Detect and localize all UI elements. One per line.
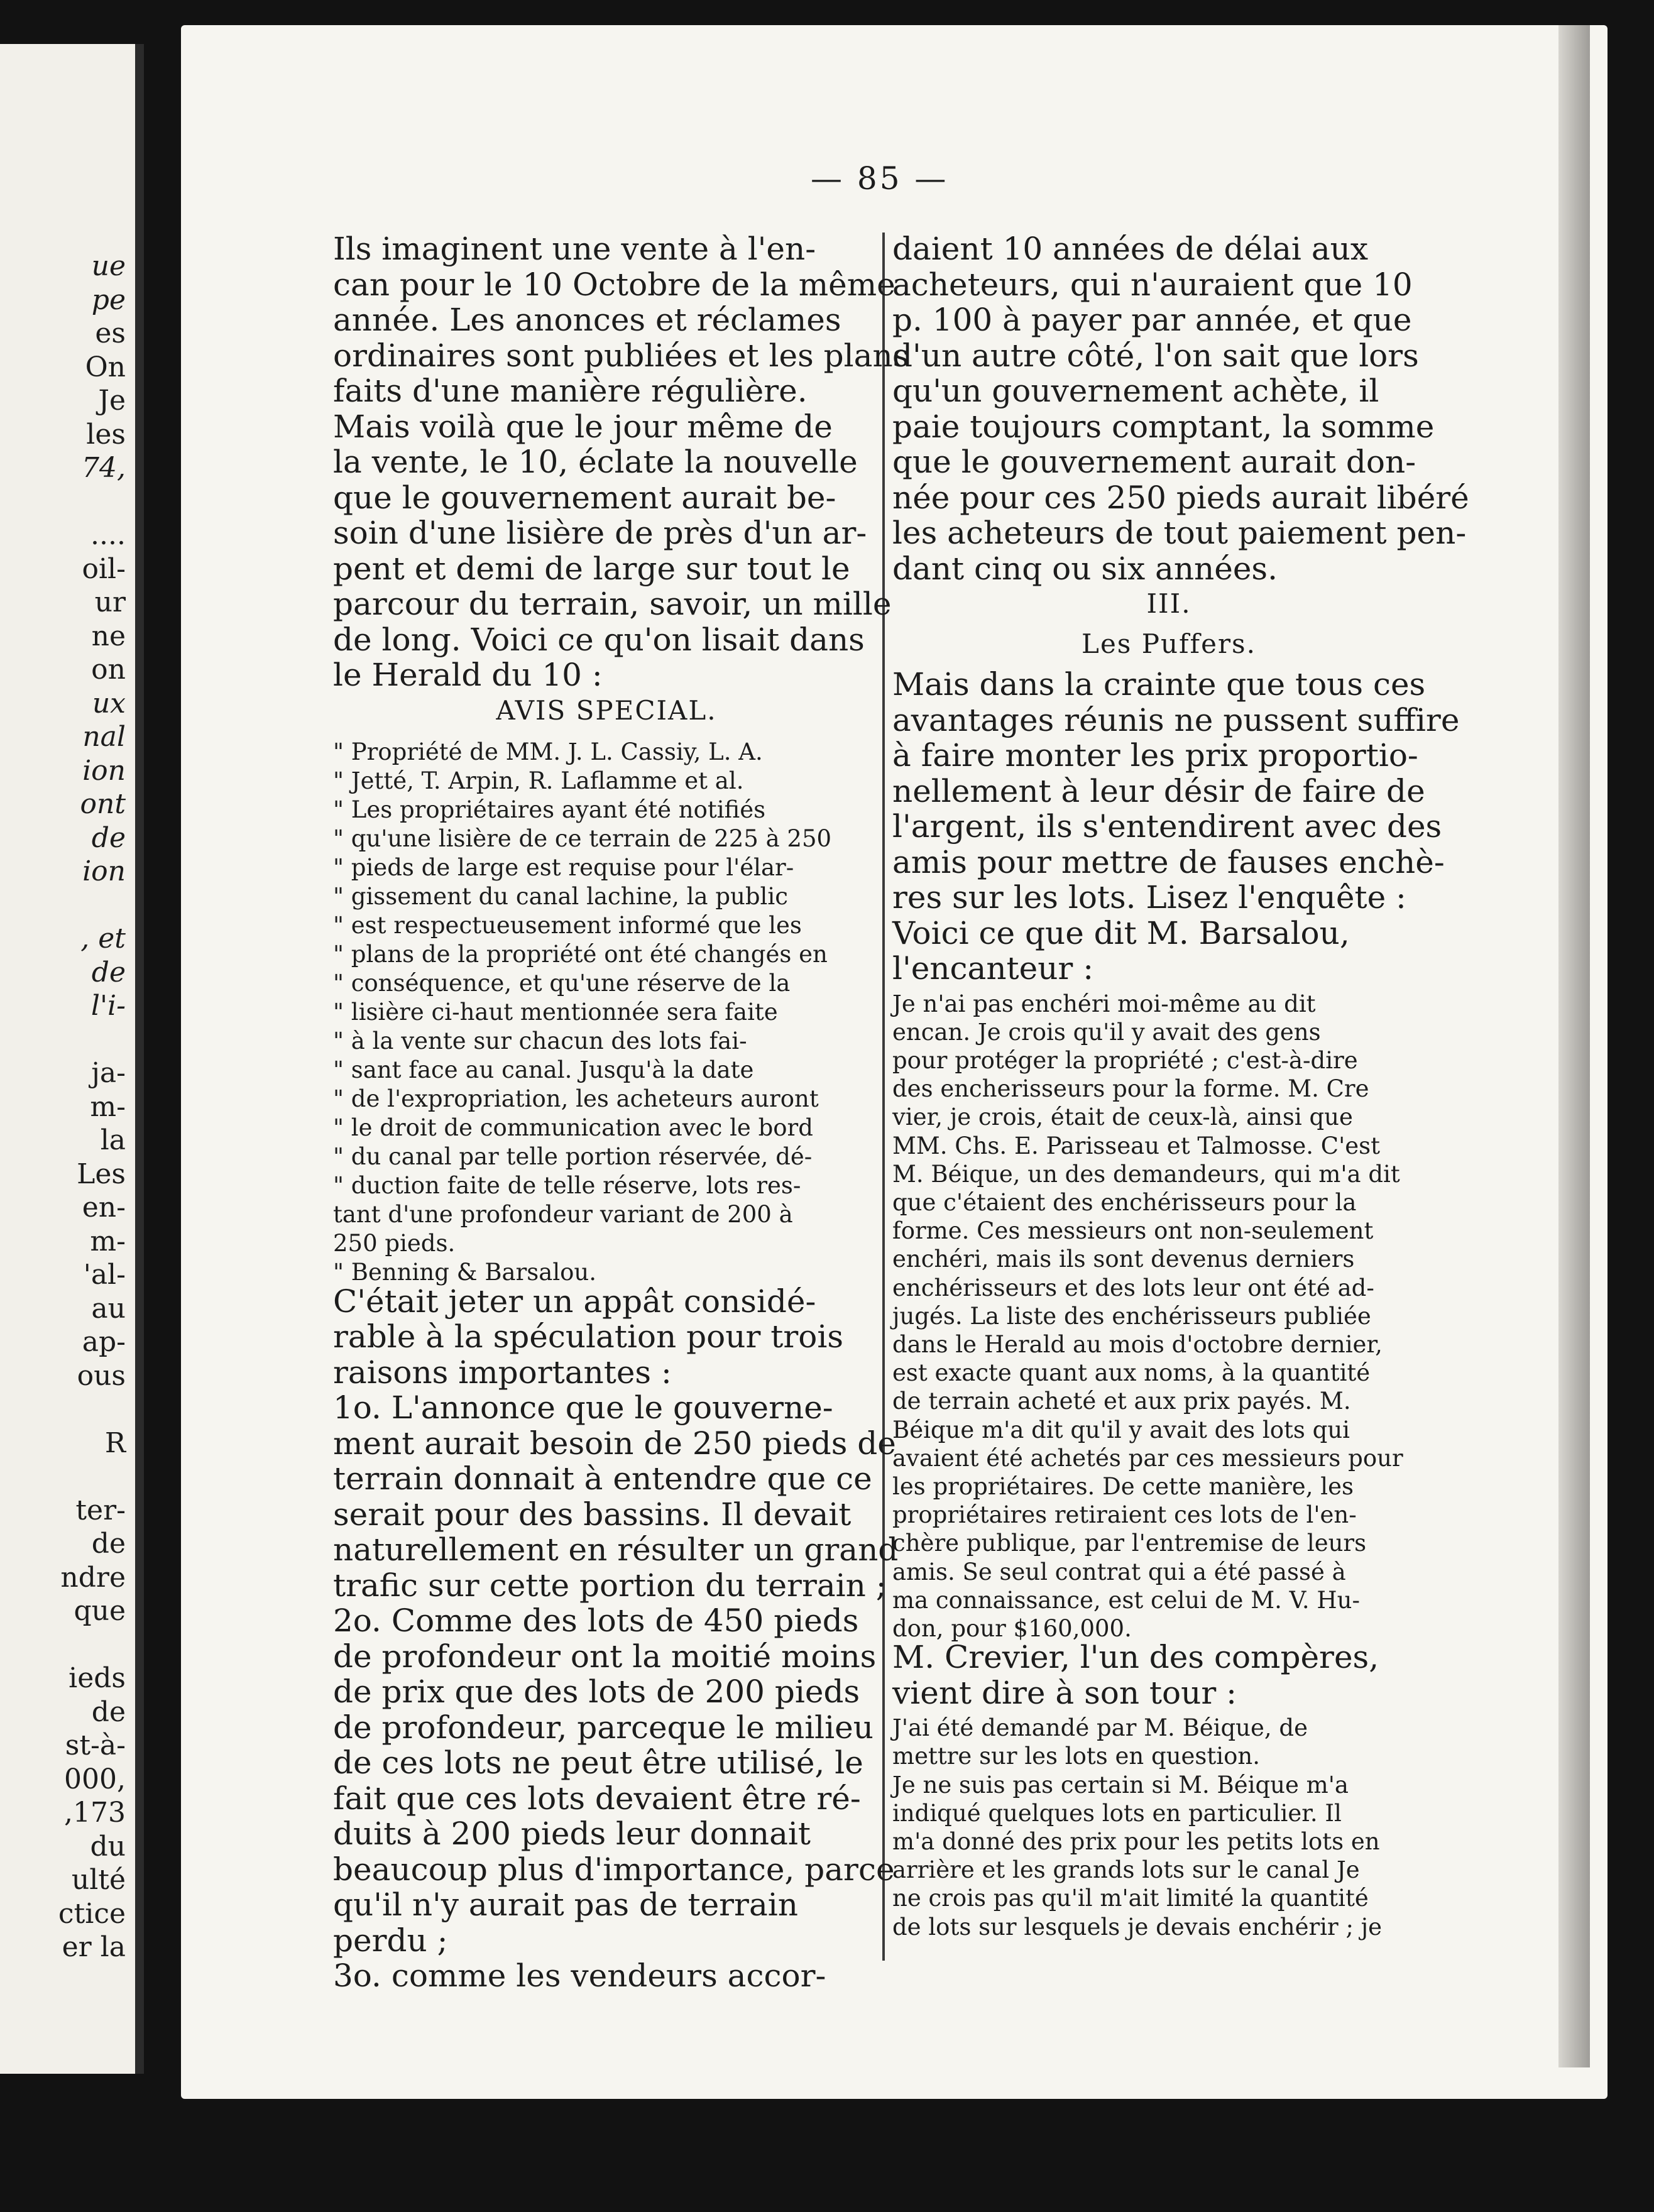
right-column-line: res sur les lots. Lisez l'enquête :: [892, 879, 1406, 916]
left-column-line: can pour le 10 Octobre de la même: [333, 266, 895, 303]
left-column-line: de ces lots ne peut être utilisé, le: [333, 1744, 863, 1781]
left-column-line: de long. Voici ce qu'on lisait dans: [333, 621, 865, 658]
left-page-fragment: ja-: [91, 1057, 126, 1089]
left-column-line: Ils imaginent une vente à l'en-: [333, 231, 816, 267]
left-page-fragment: ulté: [71, 1864, 126, 1896]
right-column-line: amis. Se seul contrat qui a été passé à: [892, 1558, 1346, 1585]
right-column-line: don, pour $160,000.: [892, 1614, 1132, 1642]
right-column-line: Les Puffers.: [1082, 628, 1256, 659]
left-page-fragment: ion: [82, 754, 126, 787]
right-column-line: jugés. La liste des enchérisseurs publiée: [892, 1302, 1371, 1330]
left-page-fragment: de: [91, 821, 126, 854]
right-column-line: m'a donné des prix pour les petits lots en: [892, 1827, 1380, 1855]
left-column-line: ment aurait besoin de 250 pieds de: [333, 1425, 896, 1462]
page-number: — 85 —: [811, 160, 949, 197]
left-column-line: 250 pieds.: [333, 1229, 456, 1257]
left-page-fragment: ous: [77, 1359, 126, 1392]
right-column-line: de terrain acheté et aux prix payés. M.: [892, 1388, 1351, 1415]
left-page-fragment: er la: [62, 1931, 126, 1963]
left-column-line: " conséquence, et qu'une réserve de la: [333, 969, 791, 997]
left-column-line: " du canal par telle portion réservée, dé-: [333, 1142, 813, 1170]
left-page-fragment: ne: [91, 620, 126, 652]
right-column-line: de lots sur lesquels je devais enchérir ; je: [892, 1913, 1383, 1941]
left-column-line: serait pour des bassins. Il devait: [333, 1496, 852, 1533]
right-column-line: nellement à leur désir de faire de: [892, 772, 1425, 809]
left-column-line: 2o. Comme des lots de 450 pieds: [333, 1602, 859, 1639]
left-column-line: " de l'expropriation, les acheteurs auront: [333, 1085, 819, 1112]
left-column-line: ordinaires sont publiées et les plans: [333, 337, 909, 374]
left-page-fragment: , et: [80, 923, 126, 955]
left-column-line: parcour du terrain, savoir, un mille: [333, 586, 892, 622]
right-column-line: vier, je crois, était de ceux-là, ainsi que: [892, 1103, 1353, 1131]
left-column-line: " Les propriétaires ayant été notifiés: [333, 796, 766, 823]
left-column-line: " Jetté, T. Arpin, R. Laflamme et al.: [333, 767, 744, 794]
left-column-line: trafic sur cette portion du terrain ;: [333, 1567, 887, 1604]
left-page-fragment: st-à-: [65, 1729, 126, 1761]
right-column-line: M. Crevier, l'un des compères,: [892, 1639, 1379, 1676]
left-page-fragment: ue: [91, 250, 126, 282]
left-page-fragment: ,173: [64, 1797, 126, 1829]
right-column-line: indiqué quelques lots en particulier. Il: [892, 1799, 1342, 1827]
right-column-line: Voici ce que dit M. Barsalou,: [892, 914, 1350, 951]
left-column-line: naturellement en résulter un grand: [333, 1531, 899, 1568]
right-column-line: que c'étaient des enchérisseurs pour la: [892, 1188, 1357, 1216]
left-column-line: soin d'une lisière de près d'un ar-: [333, 515, 867, 551]
right-column-line: les acheteurs de tout paiement pen-: [892, 515, 1467, 551]
left-column-line: " plans de la propriété ont été changés en: [333, 940, 828, 968]
left-column-line: de prix que des lots de 200 pieds: [333, 1673, 860, 1710]
left-page-fragment: R: [104, 1426, 126, 1459]
left-column-line: raisons importantes :: [333, 1354, 672, 1391]
right-column-line: J'ai été demandé par M. Béique, de: [892, 1714, 1308, 1742]
right-column-line: pour protéger la propriété ; c'est-à-dire: [892, 1046, 1358, 1074]
left-column-line: C'était jeter un appât considé-: [333, 1283, 816, 1320]
right-column-line: dans le Herald au mois d'octobre dernier,: [892, 1330, 1383, 1358]
right-column-line: que le gouvernement aurait don-: [892, 444, 1416, 480]
left-page-fragment: ter-: [75, 1494, 126, 1526]
left-column-line: " lisière ci-haut mentionnée sera faite: [333, 998, 778, 1026]
left-page-fragment: oil-: [82, 552, 126, 585]
left-page-fragment: ctice: [58, 1897, 126, 1930]
left-column-line: 1o. L'annonce que le gouverne-: [333, 1389, 833, 1426]
left-column-line: terrain donnait à entendre que ce: [333, 1460, 872, 1497]
left-page-fragment: en-: [82, 1191, 126, 1224]
left-page-fragment: nal: [82, 721, 126, 753]
right-column-line: avantages réunis ne pussent suffire: [892, 701, 1460, 738]
left-page-fragment: 'al-: [83, 1259, 126, 1291]
right-column-line: ma connaissance, est celui de M. V. Hu-: [892, 1586, 1360, 1614]
left-column-line: Mais voilà que le jour même de: [333, 408, 833, 445]
right-column-line: mettre sur les lots en question.: [892, 1743, 1260, 1770]
left-page-fragment: ux: [92, 687, 126, 720]
right-column-line: daient 10 années de délai aux: [892, 231, 1369, 267]
left-column-line: beaucoup plus d'importance, parce: [333, 1851, 895, 1888]
left-page-fragment: ....: [90, 519, 126, 551]
right-column-line: chère publique, par l'entremise de leurs: [892, 1530, 1367, 1557]
right-column-line: acheteurs, qui n'auraient que 10: [892, 266, 1413, 303]
left-page-fragment: les: [86, 418, 126, 451]
left-column-line: fait que ces lots devaient être ré-: [333, 1780, 861, 1817]
right-column-line: des encherisseurs pour la forme. M. Cre: [892, 1075, 1369, 1103]
page-edge-shadow: [1558, 25, 1590, 2067]
left-page-fragment: 000,: [64, 1763, 126, 1795]
left-page-fragment: Je: [98, 385, 126, 417]
left-column-line: année. Les anonces et réclames: [333, 302, 841, 338]
right-column-line: amis pour mettre de fauses enchè-: [892, 843, 1445, 880]
left-page-fragment: m-: [90, 1225, 126, 1257]
left-page-fragment: m-: [90, 1090, 126, 1123]
right-column-line: avaient été achetés par ces messieurs pour: [892, 1444, 1403, 1472]
right-column-line: propriétaires retiraient ces lots de l'en-: [892, 1501, 1357, 1529]
left-column-line: de profondeur ont la moitié moins: [333, 1638, 877, 1675]
left-page-fragment: On: [85, 351, 126, 383]
left-column-line: qu'il n'y aurait pas de terrain: [333, 1886, 798, 1923]
left-page-fragment: de: [91, 1695, 126, 1728]
left-column-line: tant d'une profondeur variant de 200 à: [333, 1200, 793, 1228]
right-column-line: forme. Ces messieurs ont non-seulement: [892, 1217, 1374, 1245]
right-column-line: MM. Chs. E. Parisseau et Talmosse. C'est: [892, 1132, 1381, 1159]
left-page-fragment: la: [100, 1124, 126, 1156]
right-column-line: paie toujours comptant, la somme: [892, 408, 1435, 445]
left-column-line: " est respectueusement informé que les: [333, 911, 802, 939]
left-column-line: " qu'une lisière de ce terrain de 225 à 250: [333, 824, 832, 852]
left-column-line: que le gouvernement aurait be-: [333, 479, 836, 516]
left-page-fragment: l'i-: [90, 990, 126, 1022]
right-column-line: enchérisseurs et des lots leur ont été ad-: [892, 1274, 1374, 1301]
right-column-line: Je n'ai pas enchéri moi-même au dit: [892, 990, 1316, 1017]
left-page-fragment: es: [95, 317, 126, 349]
previous-page-strip: [0, 44, 144, 2074]
right-column-line: enchéri, mais ils sont devenus derniers: [892, 1246, 1355, 1273]
left-column-line: pent et demi de large sur tout le: [333, 550, 850, 587]
left-column-line: AVIS SPECIAL.: [496, 694, 717, 726]
right-column-line: est exacte quant aux noms, à la quantité: [892, 1359, 1371, 1387]
left-page-fragment: ap-: [82, 1326, 126, 1358]
right-column-line: les propriétaires. De cette manière, les: [892, 1472, 1354, 1500]
left-page-fragment: ion: [82, 855, 126, 887]
left-column-line: " Benning & Barsalou.: [333, 1258, 597, 1286]
right-column-line: Béique m'a dit qu'il y avait des lots qui: [892, 1416, 1350, 1443]
left-page-fragment: on: [91, 654, 126, 686]
left-column-line: " à la vente sur chacun des lots fai-: [333, 1027, 747, 1054]
left-column-line: " pieds de large est requise pour l'élar-: [333, 853, 794, 881]
left-column-line: faits d'une manière régulière.: [333, 373, 808, 409]
left-column-line: " gissement du canal lachine, la public: [333, 882, 788, 910]
left-page-fragment: de: [91, 1528, 126, 1560]
right-column-line: M. Béique, un des demandeurs, qui m'a dit: [892, 1160, 1400, 1188]
left-page-fragment: 74,: [82, 452, 126, 484]
right-column-line: dant cinq ou six années.: [892, 550, 1278, 587]
left-column-line: duits à 200 pieds leur donnait: [333, 1815, 811, 1852]
left-page-fragment: ndre: [60, 1561, 126, 1594]
left-column-line: le Herald du 10 :: [333, 657, 603, 693]
right-column-line: à faire monter les prix proportio-: [892, 737, 1418, 774]
left-page-fragment: ur: [94, 586, 126, 618]
left-column-line: " duction faite de telle réserve, lots res-: [333, 1171, 801, 1199]
left-page-fragment: au: [91, 1292, 126, 1325]
left-column-line: 3o. comme les vendeurs accor-: [333, 1957, 826, 1994]
left-column-line: de profondeur, parceque le milieu: [333, 1709, 874, 1746]
right-column-line: encan. Je crois qu'il y avait des gens: [892, 1018, 1321, 1046]
right-column-line: arrière et les grands lots sur le canal Je: [892, 1856, 1360, 1884]
left-column-line: " Propriété de MM. J. L. Cassiy, L. A.: [333, 738, 763, 765]
left-page-fragment: pe: [91, 283, 126, 316]
right-column-line: l'argent, ils s'entendirent avec des: [892, 808, 1442, 845]
right-column-line: d'un autre côté, l'on sait que lors: [892, 337, 1419, 374]
left-column-line: " sant face au canal. Jusqu'à la date: [333, 1056, 754, 1083]
right-column-line: vient dire à son tour :: [892, 1674, 1237, 1711]
left-page-fragment: que: [74, 1595, 126, 1627]
left-column-line: la vente, le 10, éclate la nouvelle: [333, 444, 858, 480]
right-column-line: l'encanteur :: [892, 950, 1094, 987]
right-column-line: qu'un gouvernement achète, il: [892, 373, 1379, 409]
right-column-line: Mais dans la crainte que tous ces: [892, 666, 1426, 703]
left-page-fragment: Les: [77, 1158, 126, 1190]
column-rule: [882, 233, 885, 1961]
left-column-line: " le droit de communication avec le bord: [333, 1114, 813, 1141]
right-column-line: III.: [1146, 588, 1191, 619]
left-column-line: rable à la spéculation pour trois: [333, 1318, 843, 1355]
left-page-fragment: ont: [80, 788, 126, 820]
left-page-fragment: de: [91, 956, 126, 988]
left-page-fragment: ieds: [68, 1662, 126, 1694]
right-column-line: Je ne suis pas certain si M. Béique m'a: [892, 1771, 1349, 1799]
right-column-line: ne crois pas qu'il m'ait limité la quantité: [892, 1885, 1369, 1912]
left-page-fragment: du: [90, 1830, 126, 1863]
right-column-line: p. 100 à payer par année, et que: [892, 302, 1412, 338]
left-column-line: perdu ;: [333, 1922, 448, 1959]
right-column-line: née pour ces 250 pieds aurait libéré: [892, 479, 1469, 516]
